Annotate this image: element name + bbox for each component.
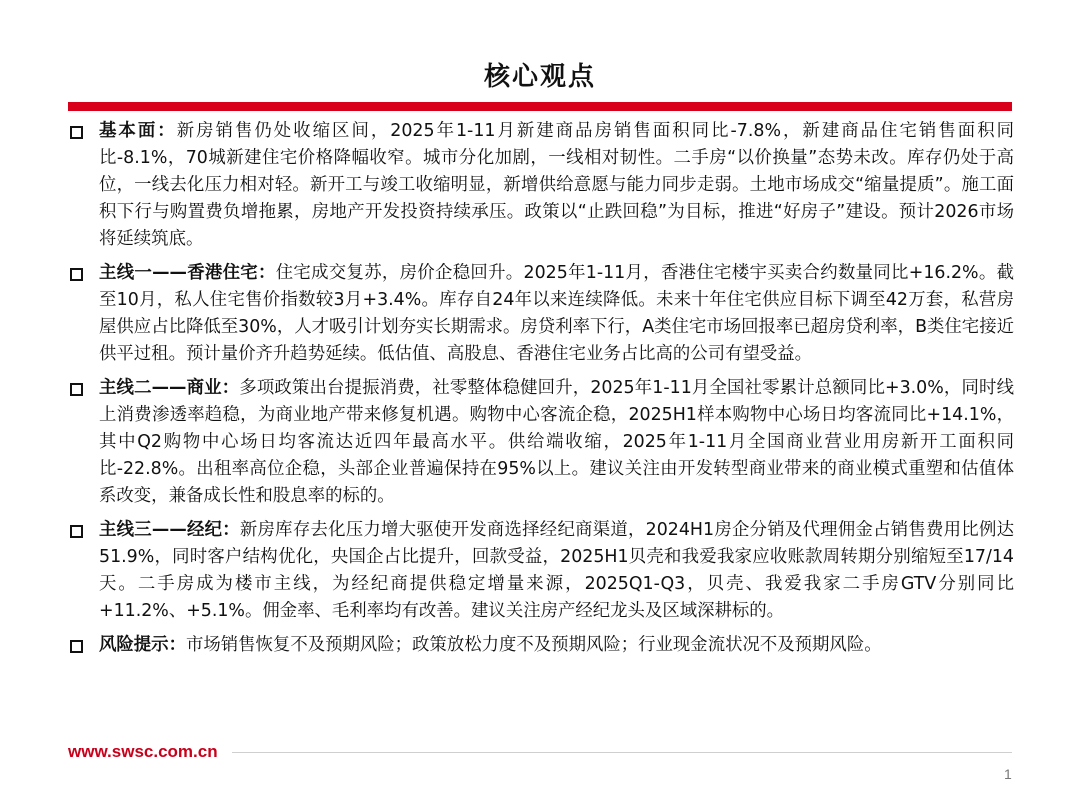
bullet-commercial xyxy=(68,375,1014,510)
title-underline-bar xyxy=(68,102,1012,111)
bullet-hk-residential xyxy=(68,260,1014,368)
bullet-text: 多项政策出台提振消费，社零整体稳健回升，2025年1-11月全国社零累计总额同比+3.0%，同时线上消费渗透率趋稳，为商业地产带来修复机遇。购物中心客流企稳，2025H1样本购物中心场日均客流同比+14.1%，其中Q2购物中心场日均客流达近四年最高水平。供给端收缩，2025年1-11月全国商业营业用房新开工面积同比-22.8%。出租率高位企稳，头部企业普遍保持在95%以上。建议关注由开发转型商业带来的商业模式重塑和估值体系改变，兼备成长性和股息率的标的。 xyxy=(99,378,1014,506)
bullet-text: 住宅成交复苏，房价企稳回升。2025年1-11月，香港住宅楼宇买卖合约数量同比+16.2%。截至10月，私人住宅售价指数较3月+3.4%。库存自24年以来连续降低。未来十年住宅供应目标下调至42万套，私营房屋供应占比降低至30%，人才吸引计划夯实长期需求。房贷利率下行，A类住宅市场回报率已超房贷利率，B类住宅接近供平过租。预计量价齐升趋势延续。低估值、高股息、香港住宅业务占比高的公司有望受益。 xyxy=(99,263,1014,364)
bullet-risk-warning xyxy=(68,632,1014,659)
square-bullet-icon xyxy=(70,126,83,139)
bullet-label: 主线一——香港住宅： xyxy=(99,263,276,283)
bullet-label: 基本面： xyxy=(99,121,177,141)
page-title: 核心观点 xyxy=(483,62,596,92)
bullet-label: 风险提示： xyxy=(99,635,186,655)
bullet-label: 主线三——经纪： xyxy=(99,520,240,540)
footer-divider xyxy=(232,752,1012,753)
square-bullet-icon xyxy=(70,640,83,653)
bullet-text: 新房销售仍处收缩区间，2025年1-11月新建商品房销售面积同比-7.8%，新建商品住宅销售面积同比-8.1%，70城新建住宅价格降幅收窄。城市分化加剧，一线相对韧性。二手房“以价换量”态势未改。库存仍处于高位，一线去化压力相对轻。新开工与竣工收缩明显，新增供给意愿与能力同步走弱。土地市场成交“缩量提质”。施工面积下行与购置费负增拖累，房地产开发投资持续承压。政策以“止跌回稳”为目标，推进“好房子”建设。预计2026市场将延续筑底。 xyxy=(99,121,1014,249)
key-points-list xyxy=(68,118,1014,666)
square-bullet-icon xyxy=(70,268,83,281)
bullet-label: 主线二——商业： xyxy=(99,378,240,398)
square-bullet-icon xyxy=(70,525,83,538)
page-number: 1 xyxy=(1004,766,1012,782)
bullet-text: 新房库存去化压力增大驱使开发商选择经纪商渠道，2024H1房企分销及代理佣金占销售费用比例达51.9%，同时客户结构优化，央国企占比提升，回款受益，2025H1贝壳和我爱我家应收账款周转期分别缩短至17/14天。二手房成为楼市主线，为经纪商提供稳定增量来源，2025Q1-Q3，贝壳、我爱我家二手房GTV分别同比+11.2%、+5.1%。佣金率、毛利率均有改善。建议关注房产经纪龙头及区域深耕标的。 xyxy=(99,520,1014,621)
bullet-text: 市场销售恢复不及预期风险；政策放松力度不及预期风险；行业现金流状况不及预期风险。 xyxy=(185,635,882,655)
square-bullet-icon xyxy=(70,383,83,396)
bullet-fundamentals xyxy=(68,118,1014,253)
bullet-brokerage xyxy=(68,517,1014,625)
footer-website-link[interactable]: www.swsc.com.cn xyxy=(68,742,218,761)
